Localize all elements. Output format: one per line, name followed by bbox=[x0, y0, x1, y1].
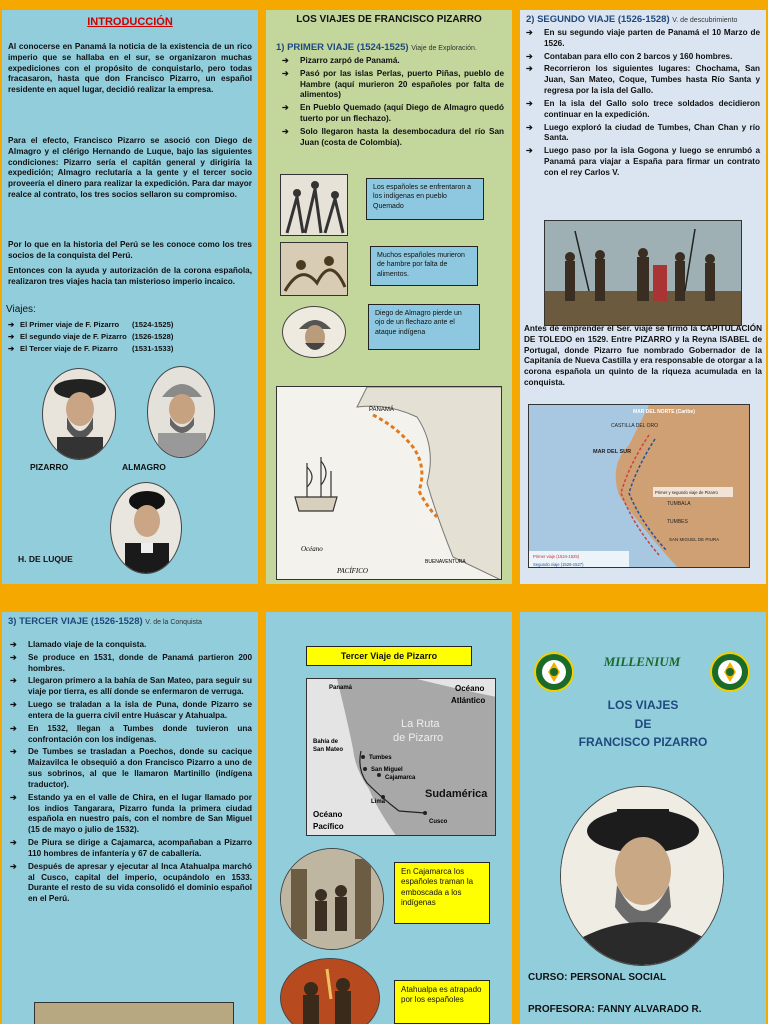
bottom-map-fragment bbox=[34, 1002, 234, 1024]
map-label-mar-norte: MAR DEL NORTE (Caribe) bbox=[633, 409, 695, 415]
list-item: ➔ Pasó por las islas Perlas, puerto Piñas, pueblo de Hambre (aquí murieron 20 españoles por falta de alimentos) bbox=[282, 68, 504, 100]
arrow-right-icon: ➔ bbox=[282, 68, 289, 78]
map-label-sudamerica: Sudamérica bbox=[425, 788, 488, 800]
list-item: ➔ De Tumbes se trasladan a Poechos, donde su cacique Maizavilca le obsequió a don Francisco Pizarro a uno de sus sobrinos, al que le llamaron Martinillo (indígena traductor). bbox=[10, 747, 252, 789]
map-legend-combined: Primer y segundo viaje de Pizarro bbox=[655, 490, 718, 495]
pizarro-cover-portrait bbox=[560, 786, 724, 966]
map-label-cajamarca: Cajamarca bbox=[385, 775, 416, 781]
viajes-label: Viajes: bbox=[6, 304, 36, 315]
second-voyage-map bbox=[528, 404, 750, 568]
cover-title-line-1: LOS VIAJES bbox=[607, 698, 679, 712]
map-label-castilla: CASTILLA DEL ORO bbox=[611, 423, 659, 429]
second-voyage-list bbox=[524, 28, 760, 181]
map-label-cusco: Cusco bbox=[429, 819, 448, 825]
trip-item: ➔ El Primer viaje de F. Pizarro (1524-1525) bbox=[8, 320, 174, 329]
arrow-right-icon: ➔ bbox=[8, 344, 15, 353]
first-voyage-panel bbox=[266, 10, 512, 584]
note-atahualpa: Atahualpa es atrapado por los españoles bbox=[394, 980, 490, 1024]
note-battle: Los españoles se enfrentaron a los indígenas en pueblo Quemado bbox=[366, 178, 484, 220]
teacher-label: PROFESORA: FANNY ALVARADO R. bbox=[528, 1004, 702, 1015]
intro-panel bbox=[2, 10, 258, 584]
list-item: ➔ Pizarro zarpó de Panamá. bbox=[282, 56, 400, 65]
map-label-buenaventura: BUENAVENTURA bbox=[425, 559, 466, 565]
list-item: ➔ Solo llegaron hasta la desembocadura del río San Juan (costa de Colombia). bbox=[282, 126, 504, 147]
first-voyage-list bbox=[280, 56, 504, 151]
arrow-right-icon: ➔ bbox=[526, 51, 533, 61]
intro-paragraph-4: Entonces con la ayuda y autorización de la corona española, realizaron tres viajes hacia tan misterioso imperio incaico. bbox=[8, 266, 252, 286]
arrow-right-icon: ➔ bbox=[10, 861, 17, 871]
list-item: ➔ De Piura se dirige a Cajamarca, acompañaban a Pizarro 110 hombres de infantería y 67 de caballería. bbox=[10, 838, 252, 858]
intro-paragraph-3: Por lo que en la historia del Perú se les conoce como los tres socios de la conquista del Perú. bbox=[8, 240, 252, 260]
map-label-ruta-1: La Ruta bbox=[401, 718, 440, 730]
third-voyage-route-map bbox=[306, 678, 496, 836]
pizarro-label: PIZARRO bbox=[30, 462, 69, 472]
map-label-san-miguel: San Miguel bbox=[371, 767, 403, 773]
list-item: ➔ En Pueblo Quemado (aquí Diego de Almagro quedó tuerto por un flechazo). bbox=[282, 103, 504, 124]
arrow-right-icon: ➔ bbox=[282, 56, 289, 65]
school-name: MILLENIUM bbox=[603, 654, 681, 669]
list-item: ➔ Estando ya en el valle de Chira, en el lugar llamado por los indios Tangarara, Pizarro funda la primera ciudad española en nuestro país, con el nombre de San Miguel (15 de mayo o julio de 1532). bbox=[10, 792, 252, 835]
almagro-portrait bbox=[147, 366, 215, 458]
arrow-right-icon: ➔ bbox=[10, 723, 17, 733]
map-label-oceano-pacifico-1: Océano bbox=[313, 810, 343, 819]
trip-item: ➔ El Tercer viaje de F. Pizarro (1531-1533) bbox=[8, 344, 174, 353]
map-label-tumbes: TUMBES bbox=[667, 519, 688, 525]
arrow-right-icon: ➔ bbox=[526, 64, 533, 74]
list-item: ➔ Luego paso por la isla Gogona y luego se enrumbó a Panamá para viajar a España para firmar un contrato con el rey Carlos V. bbox=[526, 146, 760, 177]
arrow-right-icon: ➔ bbox=[10, 792, 17, 802]
second-voyage-panel bbox=[520, 10, 766, 584]
map-label-oceano-atlantico-1: Océano bbox=[455, 684, 485, 693]
arrow-right-icon: ➔ bbox=[526, 98, 533, 108]
map-legend-second: Segundo viaje (1526-1527) bbox=[533, 562, 584, 567]
pizarro-portrait bbox=[42, 368, 116, 460]
arrow-right-icon: ➔ bbox=[10, 640, 17, 649]
arrow-right-icon: ➔ bbox=[8, 332, 15, 341]
map-label-ruta-2: de Pizarro bbox=[393, 732, 444, 744]
list-item: ➔ En su segundo viaje parten de Panamá el 10 Marzo de 1526. bbox=[526, 28, 760, 48]
first-voyage-heading: 1) PRIMER VIAJE (1524-1525) Viaje de Exploración. bbox=[276, 42, 477, 53]
almagro-medallion bbox=[282, 306, 346, 358]
map-label-oceano: Océano bbox=[301, 545, 323, 553]
intro-paragraph-2: Para el efecto, Francisco Pizarro se asoció con Diego de Almagro y el clérigo Hernando de Luque, bajo las siguientes condiciones: Pizarro sería el capitán general y dirigiría la expedición; Almagro reclutaría a la gente y el tercer socio proveería el dinero para realizar la expedición. Para dar mayor realce al contrato, los tres socios sellaron su compromiso. bbox=[8, 136, 252, 200]
third-voyage-map-panel bbox=[266, 612, 512, 1024]
first-voyage-map bbox=[276, 386, 502, 580]
trip-item: ➔ El segundo viaje de F. Pizarro (1526-1528) bbox=[8, 332, 174, 341]
map-label-bahia-1: Bahía de bbox=[313, 739, 339, 745]
map-label-oceano-pacifico-2: Pacífico bbox=[313, 822, 344, 831]
school-crest-left-icon bbox=[534, 652, 574, 692]
third-voyage-map-title: Tercer Viaje de Pizarro bbox=[306, 646, 472, 666]
third-voyage-panel bbox=[2, 612, 258, 1024]
arrow-right-icon: ➔ bbox=[526, 28, 533, 37]
cover-title bbox=[520, 696, 766, 752]
cover-title-line-3: FRANCISCO PIZARRO bbox=[578, 735, 708, 750]
map-label-mar-sur: MAR DEL SUR bbox=[593, 449, 632, 455]
capitulacion-text: Antes de emprender el Ser. viaje se firmó la CAPITULACIÓN DE TOLEDO en 1529. Entre PIZARRO y la Reyna ISABEL de Portugal, donde Pizarro fue nombrado Gobernador de la Capitanía de Nueva Castilla y era responsable de otorgar a la corona española un quinto de la riqueza acumulada en la conquista. bbox=[524, 324, 762, 388]
trips-list bbox=[8, 320, 252, 356]
list-item: ➔ Luego exploró la ciudad de Tumbes, Chan Chan y río Santa. bbox=[526, 122, 760, 143]
third-voyage-heading: 3) TERCER VIAJE (1526-1528) V. de la Conquista bbox=[8, 616, 202, 627]
arrow-right-icon: ➔ bbox=[526, 146, 533, 156]
school-crest-right-icon bbox=[710, 652, 750, 692]
map-label-tumbes: Tumbes bbox=[369, 755, 392, 761]
list-item: ➔ En la isla del Gallo solo trece soldados decidieron continuar en la expedición. bbox=[526, 98, 760, 119]
luque-portrait bbox=[110, 482, 182, 574]
almagro-label: ALMAGRO bbox=[122, 462, 166, 472]
map-label-bahia-2: San Mateo bbox=[313, 747, 344, 753]
map-label-panama: Panamá bbox=[329, 685, 353, 691]
intro-paragraph-1: Al conocerse en Panamá la noticia de la existencia de un rico imperio que se hallaba en el sur, se organizaron muchas expediciones con el propósito de conquistarlo, pero todas fracasaron, hasta que don Francisco Pizarro, un español residente en aquel lugar, decidió realizar la empresa. bbox=[8, 42, 252, 95]
list-item: ➔ Llamado viaje de la conquista. bbox=[10, 640, 147, 649]
arrow-right-icon: ➔ bbox=[282, 103, 289, 113]
note-hunger: Muchos españoles murieron de hambre por falta de alimentos. bbox=[370, 246, 478, 286]
second-voyage-heading: 2) SEGUNDO VIAJE (1526-1528) V. de descubrimiento bbox=[526, 14, 738, 25]
list-item: ➔ Se produce en 1531, donde de Panamá partieron 200 hombres. bbox=[10, 652, 252, 673]
hunger-illustration bbox=[280, 242, 348, 296]
luque-label: H. DE LUQUE bbox=[18, 554, 73, 564]
cajamarca-ambush-illustration bbox=[280, 848, 384, 950]
third-voyage-list bbox=[8, 640, 252, 907]
list-item: ➔ Después de apresar y ejecutar al Inca Atahualpa marchó al Cusco, capital del imperio, ocupándolo en 1533. Durante el resto de su vida consolidó el dominio español en el Perú. bbox=[10, 861, 252, 904]
arrow-right-icon: ➔ bbox=[10, 676, 17, 686]
battle-illustration bbox=[280, 174, 348, 236]
list-item: ➔ Luego se traladan a la isla de Puna, donde Pizarro se entera de la guerra civil entre Huáscar y Atahualpa. bbox=[10, 700, 252, 720]
arrow-right-icon: ➔ bbox=[10, 700, 17, 710]
isla-gallo-painting bbox=[544, 220, 742, 326]
note-almagro-eye: Diego de Almagro pierde un ojo de un flechazo ante el ataque indígena bbox=[368, 304, 480, 350]
map-legend-first: Primer viaje (1524-1525) bbox=[533, 554, 580, 559]
arrow-right-icon: ➔ bbox=[10, 652, 17, 662]
brochure-title: LOS VIAJES DE FRANCISCO PIZARRO bbox=[296, 14, 482, 25]
list-item: ➔ Llegaron primero a la bahía de San Mateo, para seguir su viaje por tierra, es allí donde se enfermaron de verruga. bbox=[10, 676, 252, 697]
map-label-piura: SAN MIGUEL DE PIURA bbox=[669, 537, 720, 542]
arrow-right-icon: ➔ bbox=[526, 122, 533, 132]
map-label-pacifico: PACÍFICO bbox=[337, 567, 368, 575]
atahualpa-capture-illustration bbox=[280, 958, 380, 1024]
cover-panel bbox=[520, 612, 766, 1024]
cover-title-line-2: DE bbox=[634, 716, 652, 731]
list-item: ➔ Recorrieron los siguientes lugares: Chochama, San Juan, San Mateo, Coque, Tumbes hasta Río Santa y regresa por la isla del Gallo. bbox=[526, 64, 760, 96]
map-label-panama: PANAMÁ bbox=[369, 407, 394, 413]
arrow-right-icon: ➔ bbox=[282, 126, 289, 136]
arrow-right-icon: ➔ bbox=[10, 747, 17, 757]
intro-title: INTRODUCCIÓN bbox=[87, 16, 173, 28]
map-label-oceano-atlantico-2: Atlántico bbox=[451, 696, 486, 705]
map-label-tumbala: TUMBALA bbox=[667, 501, 691, 507]
note-cajamarca: En Cajamarca los españoles traman la emboscada a los indígenas bbox=[394, 862, 490, 924]
map-label-lima: Lima bbox=[371, 799, 386, 805]
arrow-right-icon: ➔ bbox=[8, 320, 15, 329]
list-item: ➔ En 1532, llegan a Tumbes donde tuvieron una confrontación con los indígenas. bbox=[10, 723, 252, 744]
list-item: ➔ Contaban para ello con 2 barcos y 160 hombres. bbox=[526, 51, 733, 61]
arrow-right-icon: ➔ bbox=[10, 838, 17, 848]
course-label: CURSO: PERSONAL SOCIAL bbox=[528, 972, 667, 983]
